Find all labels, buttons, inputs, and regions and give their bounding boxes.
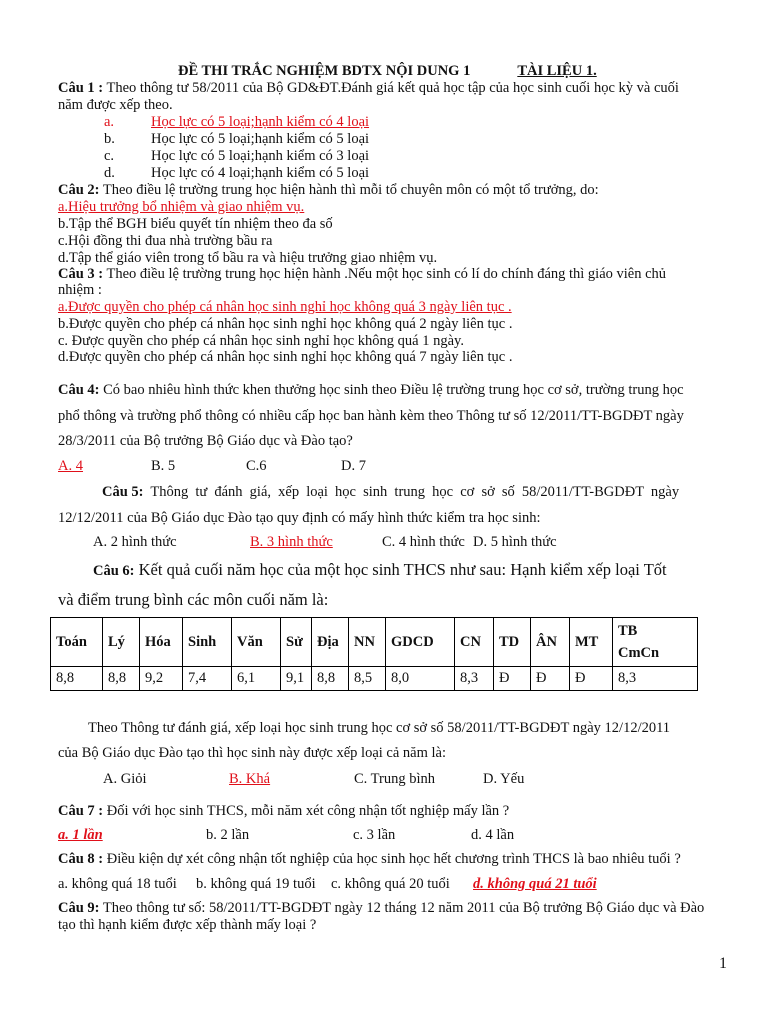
q8-option-d: d. không quá 21 tuổi <box>473 876 597 892</box>
table-cell: Đ <box>570 667 613 691</box>
question-6-after-2: của Bộ Giáo dục Đào tạo thì học sinh này được xếp loại cả năm là: <box>58 745 446 761</box>
q3-option-a: a.Được quyền cho phép cá nhân học sinh nghỉ học không quá 3 ngày liên tục . <box>58 299 512 315</box>
q6-option-c: C. Trung bình <box>354 771 435 787</box>
question-text: Kết quả cuối năm học của một học sinh THCS như sau: Hạnh kiểm xếp loại Tốt <box>134 560 667 579</box>
q8-option-a: a. không quá 18 tuổi <box>58 876 177 892</box>
table-header-cell: Hóa <box>140 618 183 667</box>
question-text: Theo điều lệ trường trung học hiện hành thì mỗi tổ chuyên môn có một tổ trưởng, do: <box>99 182 599 198</box>
table-header-cell: Địa <box>312 618 349 667</box>
exam-title <box>178 63 597 80</box>
table-header-cmcn: CmCn <box>618 645 660 661</box>
q6-option-d: D. Yếu <box>483 771 525 787</box>
q1-option-d: Học lực có 4 loại;hạnh kiểm có 5 loại <box>151 165 370 181</box>
q1-option-c-letter: c. <box>104 148 115 164</box>
question-3 <box>58 266 666 283</box>
table-cell: 8,0 <box>386 667 455 691</box>
q7-option-a: a. 1 lần <box>58 827 103 843</box>
table-cell: 8,8 <box>103 667 140 691</box>
question-text: Thông tư đánh giá, xếp loại học sinh trung học cơ sở số 58/2011/TT-BGDĐT ngày <box>143 484 680 500</box>
q2-option-a: a.Hiệu trưởng bổ nhiệm và giao nhiệm vụ. <box>58 199 305 215</box>
q7-option-b: b. 2 lần <box>206 827 250 843</box>
table-header-cell: NN <box>349 618 386 667</box>
table-cell: 7,4 <box>183 667 232 691</box>
question-text: Theo điều lệ trường trung học hiện hành .Nếu một học sinh có lí do chính đáng thì giáo viên chủ <box>103 266 667 282</box>
q5-option-b: B. 3 hình thức <box>250 534 333 550</box>
q3-option-b: b.Được quyền cho phép cá nhân học sinh nghỉ học không quá 2 ngày liên tục . <box>58 316 513 332</box>
table-header-row <box>51 618 698 667</box>
title-tag: TÀI LIỆU 1. <box>517 63 597 79</box>
q2-option-c: c.Hội đồng thi đua nhà trường bầu ra <box>58 233 273 249</box>
q2-option-b: b.Tập thể BGH biểu quyết tín nhiệm theo đa số <box>58 216 333 232</box>
table-cell: 8,5 <box>349 667 386 691</box>
question-label: Câu 9: <box>58 900 100 916</box>
q4-option-c: C.6 <box>246 458 267 474</box>
q1-option-b: Học lực có 5 loại;hạnh kiểm có 5 loại <box>151 131 370 147</box>
q4-option-a: A. 4 <box>58 458 83 474</box>
q5-option-c: C. 4 hình thức <box>382 534 465 550</box>
table-header-cell: Sinh <box>183 618 232 667</box>
q2-option-d: d.Tập thể giáo viên trong tổ bầu ra và hiệu trưởng giao nhiệm vụ. <box>58 250 438 266</box>
table-cell: 8,3 <box>455 667 494 691</box>
question-label: Câu 3 : <box>58 266 104 282</box>
q8-option-b: b. không quá 19 tuổi <box>196 876 316 892</box>
table-cell: 6,1 <box>232 667 281 691</box>
q1-option-c: Học lực có 5 loại;hạnh kiểm có 3 loại <box>151 148 370 164</box>
table-cell: Đ <box>531 667 570 691</box>
table-cell: 8,8 <box>51 667 103 691</box>
question-4-line-2: phổ thông và trường phổ thông có nhiều cấp học ban hành kèm theo Thông tư số 12/2011/TT-BGDĐT ngày <box>58 408 684 424</box>
question-1 <box>58 80 679 97</box>
question-9-cont: tạo thì hạnh kiểm được xếp thành mấy loại ? <box>58 917 317 933</box>
question-6 <box>93 560 667 581</box>
question-5-line-2: 12/12/2011 của Bộ Giáo dục Đào tạo quy định có mấy hình thức kiểm tra học sinh: <box>58 510 541 526</box>
question-text: Theo thông tư số: 58/2011/TT-BGDĐT ngày 12 tháng 12 năm 2011 của Bộ trưởng Bộ Giáo dục và Đào <box>99 900 705 916</box>
q1-option-b-letter: b. <box>104 131 115 147</box>
question-text: Điều kiện dự xét công nhận tốt nghiệp của học sinh học hết chương trình THCS là bao nhiêu tuổi ? <box>103 851 681 867</box>
q4-option-b: B. 5 <box>151 458 176 474</box>
q1-option-a: Học lực có 5 loại;hạnh kiểm có 4 loại <box>151 114 370 130</box>
question-7 <box>58 803 509 820</box>
question-label: Câu 2: <box>58 182 100 198</box>
question-9 <box>58 900 704 917</box>
question-label: Câu 6: <box>93 563 135 579</box>
table-row <box>51 667 698 691</box>
question-label: Câu 1 : <box>58 80 104 96</box>
table-header-cell: CN <box>455 618 494 667</box>
question-label: Câu 5: <box>102 484 144 500</box>
question-5 <box>102 484 679 501</box>
q6-option-b: B. Khá <box>229 771 271 787</box>
question-text: Theo thông tư 58/2011 của Bộ GD&ĐT.Đánh giá kết quả học tập của học sinh cuối học kỳ và cuối <box>103 80 679 96</box>
table-header-cell: GDCD <box>386 618 455 667</box>
q1-option-d-letter: d. <box>104 165 115 181</box>
table-cell: 9,2 <box>140 667 183 691</box>
question-label: Câu 4: <box>58 382 100 398</box>
question-label: Câu 8 : <box>58 851 104 867</box>
table-header-cell: Toán <box>51 618 103 667</box>
q5-option-a: A. 2 hình thức <box>93 534 177 550</box>
table-header-cell: MT <box>570 618 613 667</box>
table-header-cell: TD <box>494 618 531 667</box>
table-cell: 9,1 <box>281 667 312 691</box>
q3-option-d: d.Được quyền cho phép cá nhân học sinh nghỉ học không quá 7 ngày liên tục . <box>58 349 513 365</box>
question-8 <box>58 851 681 868</box>
q8-option-c: c. không quá 20 tuổi <box>331 876 450 892</box>
table-header-cell: Sử <box>281 618 312 667</box>
table-cell: Đ <box>494 667 531 691</box>
table-cell: 8,3 <box>613 667 698 691</box>
question-4-line-3: 28/3/2011 của Bộ trưởng Bộ Giáo dục và Đào tạo? <box>58 433 353 449</box>
question-1-cont: năm được xếp theo. <box>58 97 173 113</box>
q4-option-d: D. 7 <box>341 458 366 474</box>
question-3-cont: nhiệm : <box>58 282 102 298</box>
question-4 <box>58 382 684 399</box>
page-number: 1 <box>719 955 727 972</box>
table-header-cell: Văn <box>232 618 281 667</box>
question-label: Câu 7 : <box>58 803 104 819</box>
question-2 <box>58 182 599 199</box>
question-text: Đối với học sinh THCS, mỗi năm xét công nhận tốt nghiệp mấy lần ? <box>103 803 510 819</box>
table-cell: 8,8 <box>312 667 349 691</box>
question-6-after-1: Theo Thông tư đánh giá, xếp loại học sinh trung học cơ sở số 58/2011/TT-BGDĐT ngày 12/12/2011 <box>88 720 671 736</box>
table-header-tb: TB <box>618 623 638 639</box>
q5-option-d: D. 5 hình thức <box>473 534 557 550</box>
grades-table <box>50 617 698 691</box>
table-header-cell: ÂN <box>531 618 570 667</box>
q1-option-a-letter: a. <box>104 114 115 130</box>
q7-option-c: c. 3 lần <box>353 827 396 843</box>
question-text: Có bao nhiêu hình thức khen thưởng học sinh theo Điều lệ trường trung học cơ sở, trường trung học <box>99 382 684 398</box>
table-header-cell-tb <box>613 618 698 667</box>
q7-option-d: d. 4 lần <box>471 827 515 843</box>
title-text: ĐỀ THI TRẮC NGHIỆM BDTX NỘI DUNG 1 <box>178 63 471 79</box>
q6-option-a: A. Giỏi <box>103 771 147 787</box>
question-6-line-2: và điểm trung bình các môn cuối năm là: <box>58 590 329 609</box>
q3-option-c: c. Được quyền cho phép cá nhân học sinh nghỉ học không quá 1 ngày. <box>58 333 464 349</box>
table-header-cell: Lý <box>103 618 140 667</box>
